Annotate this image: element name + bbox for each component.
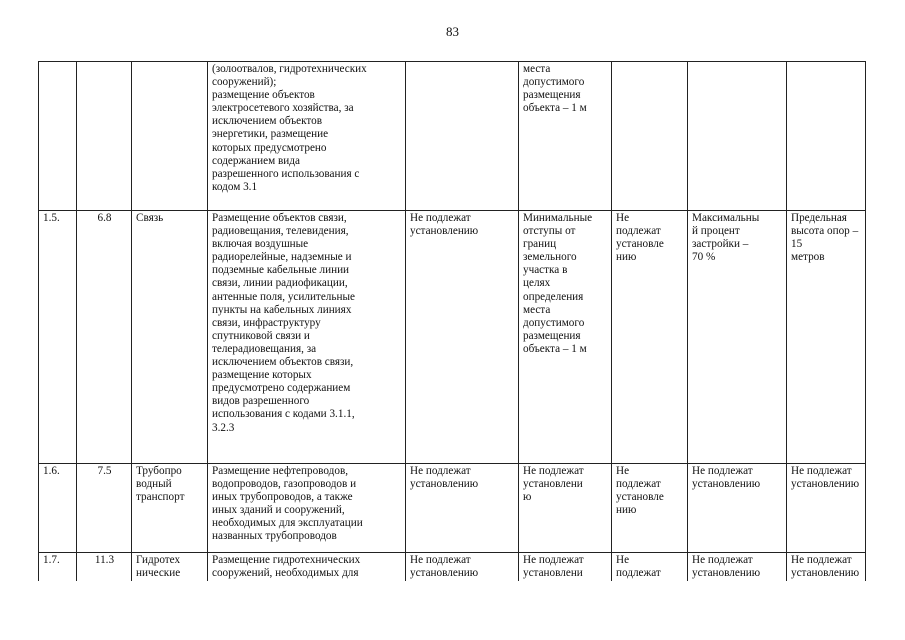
description-cell: Размещение гидротехнических сооружений, необходимых для <box>208 553 406 582</box>
use-name-cell: Связь <box>132 211 208 464</box>
use-name-cell <box>132 62 208 211</box>
other-params-cell <box>787 62 866 211</box>
row-number-cell <box>39 62 77 211</box>
coverage-cell: Не подлежат установлению <box>688 553 787 582</box>
table-row <box>39 553 866 582</box>
code-cell: 11.3 <box>77 553 132 582</box>
code-cell: 7.5 <box>77 464 132 553</box>
setbacks-cell: Минимальные отступы от границ земельного участка в целях определения места допустимого размещения объекта – 1 м <box>519 211 612 464</box>
code-cell <box>77 62 132 211</box>
page-number: 83 <box>446 24 459 39</box>
table-row <box>39 62 866 211</box>
use-name-cell: Гидротех нические <box>132 553 208 582</box>
floors-cell <box>612 62 688 211</box>
coverage-cell: Не подлежат установлению <box>688 464 787 553</box>
table-row <box>39 211 866 464</box>
coverage-cell: Максимальны й процент застройки – 70 % <box>688 211 787 464</box>
area-cell: Не подлежат установлению <box>406 464 519 553</box>
description-cell: (золоотвалов, гидротехнических сооружений); размещение объектов электросетевого хозяйства, за исключением объектов энергетики, размещение которых предусмотрено содержанием вида разрешенного использования с кодом 3.1 <box>208 62 406 211</box>
description-cell: Размещение нефтепроводов, водопроводов, газопроводов и иных трубопроводов, а также иных зданий и сооружений, необходимых для эксплуатации названных трубопроводов <box>208 464 406 553</box>
other-params-cell: Не подлежат установлению <box>787 553 866 582</box>
setbacks-cell: места допустимого размещения объекта – 1 м <box>519 62 612 211</box>
other-params-cell: Не подлежат установлению <box>787 464 866 553</box>
row-number-cell: 1.5. <box>39 211 77 464</box>
other-params-cell: Предельная высота опор – 15 метров <box>787 211 866 464</box>
coverage-cell <box>688 62 787 211</box>
area-cell: Не подлежат установлению <box>406 553 519 582</box>
floors-cell: Не подлежат установле нию <box>612 464 688 553</box>
land-use-table <box>38 61 866 581</box>
floors-cell: Не подлежат установле нию <box>612 211 688 464</box>
setbacks-cell: Не подлежат установлени ю <box>519 464 612 553</box>
code-cell: 6.8 <box>77 211 132 464</box>
table-row <box>39 464 866 553</box>
row-number-cell: 1.7. <box>39 553 77 582</box>
setbacks-cell: Не подлежат установлени <box>519 553 612 582</box>
area-cell <box>406 62 519 211</box>
row-number-cell: 1.6. <box>39 464 77 553</box>
description-cell: Размещение объектов связи, радиовещания, телевидения, включая воздушные радиорелейные, надземные и подземные кабельные линии связи, линии радиофикации, антенные поля, усилительные пункты на кабельных линиях связи, инфраструктуру спутниковой связи и телерадиовещания, за исключением объектов связи, размещение которых предусмотрено содержанием видов разрешенного использования с кодами 3.1.1, 3.2.3 <box>208 211 406 464</box>
area-cell: Не подлежат установлению <box>406 211 519 464</box>
floors-cell: Не подлежат <box>612 553 688 582</box>
use-name-cell: Трубопро водный транспорт <box>132 464 208 553</box>
